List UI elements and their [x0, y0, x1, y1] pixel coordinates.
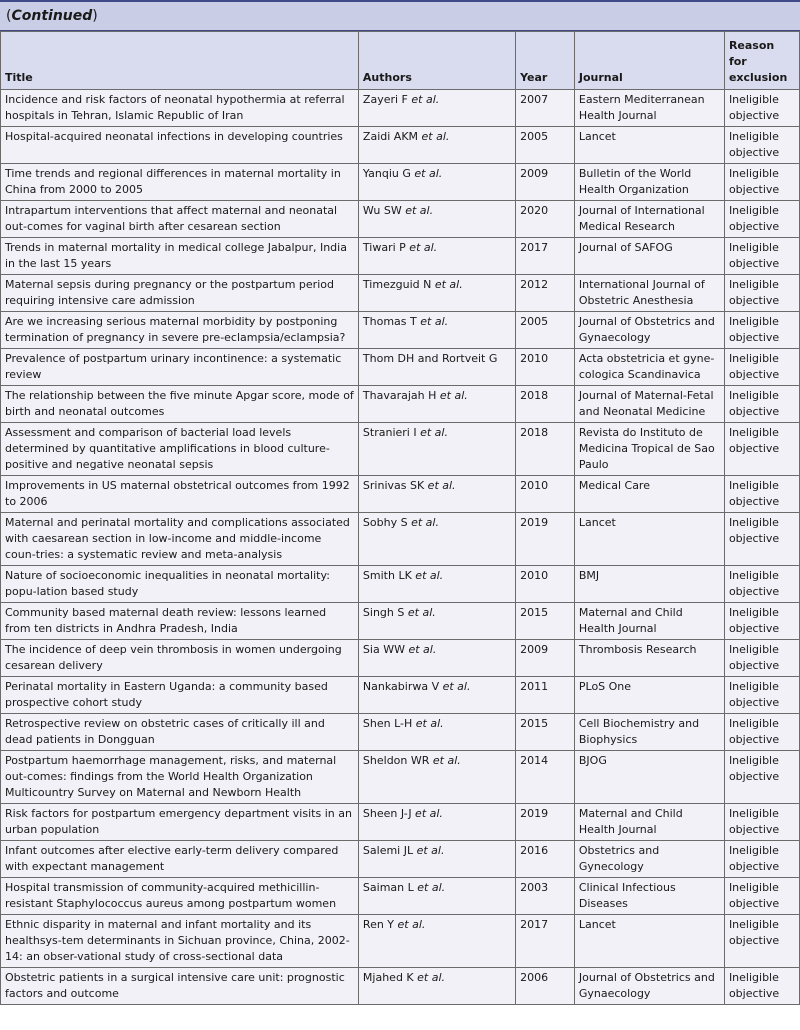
et-al: et al.: [411, 807, 443, 820]
row-year: 2003: [516, 878, 575, 915]
author-name: Mjahed K: [362, 971, 414, 984]
row-title: Hospital-acquired neonatal infections in developing countries: [1, 127, 359, 164]
row-title: Nature of socioeconomic inequalities in neonatal mortality: popu-lation based study: [1, 566, 359, 603]
table-row: [1, 566, 800, 603]
row-year: 2005: [516, 312, 575, 349]
row-reason: Ineligible objective: [724, 127, 799, 164]
row-journal: Revista do Instituto de Medicina Tropical de Sao Paulo: [574, 423, 724, 476]
row-authors: [358, 915, 515, 968]
row-year: 2010: [516, 476, 575, 513]
author-name: Thomas T: [362, 315, 417, 328]
row-title: The relationship between the five minute Apgar score, mode of birth and neonatal outcomes: [1, 386, 359, 423]
author-name: Wu SW: [362, 204, 402, 217]
table-row: [1, 714, 800, 751]
header-journal: Journal: [574, 32, 724, 90]
author-name: Sheldon WR: [362, 754, 430, 767]
row-journal: Journal of SAFOG: [574, 238, 724, 275]
et-al: et al.: [404, 606, 436, 619]
row-year: 2010: [516, 349, 575, 386]
row-title: Intrapartum interventions that affect maternal and neonatal out-comes for vaginal birth after cesarean section: [1, 201, 359, 238]
row-year: 2009: [516, 164, 575, 201]
row-reason: Ineligible objective: [724, 201, 799, 238]
row-journal: Journal of Obstetrics and Gynaecology: [574, 968, 724, 1005]
row-year: 2017: [516, 915, 575, 968]
banner-close-paren: ): [92, 8, 98, 24]
row-reason: Ineligible objective: [724, 878, 799, 915]
author-name: Nankabirwa V: [362, 680, 440, 693]
author-name: Singh S: [362, 606, 405, 619]
author-name: Shen L-H: [362, 717, 413, 730]
et-al: et al.: [413, 881, 446, 894]
et-al: et al.: [431, 278, 463, 291]
row-authors: [358, 804, 515, 841]
row-authors: [358, 90, 515, 127]
row-reason: Ineligible objective: [724, 714, 799, 751]
et-al: et al.: [416, 315, 449, 328]
author-name: Zayeri F: [362, 93, 408, 106]
row-title: Risk factors for postpartum emergency department visits in an urban population: [1, 804, 359, 841]
et-al: et al.: [394, 918, 426, 931]
row-year: 2009: [516, 640, 575, 677]
row-journal: BJOG: [574, 751, 724, 804]
table-row: [1, 386, 800, 423]
author-name: Thom DH and Rortveit G: [362, 352, 498, 365]
row-reason: Ineligible objective: [724, 915, 799, 968]
table-row: [1, 804, 800, 841]
table-row: [1, 238, 800, 275]
row-title: Perinatal mortality in Eastern Uganda: a community based prospective cohort study: [1, 677, 359, 714]
et-al: et al.: [411, 569, 444, 582]
table-row: [1, 312, 800, 349]
author-name: Yanqiu G: [362, 167, 411, 180]
et-al: et al.: [416, 426, 448, 439]
row-journal: Eastern Mediterranean Health Journal: [574, 90, 724, 127]
banner-open-paren: (: [6, 8, 12, 24]
row-title: Community based maternal death review: lessons learned from ten districts in Andhra Pradesh, India: [1, 603, 359, 640]
row-reason: Ineligible objective: [724, 804, 799, 841]
row-journal: Journal of Obstetrics and Gynaecology: [574, 312, 724, 349]
author-name: Thavarajah H: [362, 389, 437, 402]
row-authors: [358, 275, 515, 312]
row-journal: Maternal and Child Health Journal: [574, 804, 724, 841]
row-journal: BMJ: [574, 566, 724, 603]
row-year: 2017: [516, 238, 575, 275]
row-reason: Ineligible objective: [724, 513, 799, 566]
table-header-row: [1, 32, 800, 90]
author-name: Smith LK: [362, 569, 412, 582]
table-body: [1, 90, 800, 1005]
row-title: Incidence and risk factors of neonatal hypothermia at referral hospitals in Tehran, Islamic Republic of Iran: [1, 90, 359, 127]
row-year: 2016: [516, 841, 575, 878]
row-authors: [358, 513, 515, 566]
table-row: [1, 841, 800, 878]
row-year: 2019: [516, 804, 575, 841]
table-row: [1, 915, 800, 968]
table-row: [1, 349, 800, 386]
et-al: et al.: [424, 479, 456, 492]
et-al: et al.: [412, 717, 444, 730]
row-journal: International Journal of Obstetric Anesthesia: [574, 275, 724, 312]
author-name: Stranieri I: [362, 426, 417, 439]
row-title: Prevalence of postpartum urinary incontinence: a systematic review: [1, 349, 359, 386]
author-name: Saiman L: [362, 881, 414, 894]
row-title: The incidence of deep vein thrombosis in women undergoing cesarean delivery: [1, 640, 359, 677]
exclusion-table: [0, 31, 800, 1005]
et-al: et al.: [407, 516, 439, 529]
table-row: [1, 968, 800, 1005]
row-year: 2019: [516, 513, 575, 566]
header-year: Year: [516, 32, 575, 90]
row-reason: Ineligible objective: [724, 677, 799, 714]
table-row: [1, 127, 800, 164]
row-reason: Ineligible objective: [724, 423, 799, 476]
author-name: Sheen J-J: [362, 807, 412, 820]
row-reason: Ineligible objective: [724, 751, 799, 804]
row-title: Assessment and comparison of bacterial load levels determined by quantitative amplifications in blood culture-positive and negative neonatal sepsis: [1, 423, 359, 476]
row-year: 2012: [516, 275, 575, 312]
row-authors: [358, 640, 515, 677]
banner-label: Continued: [11, 8, 93, 24]
row-title: Maternal sepsis during pregnancy or the postpartum period requiring intensive care admission: [1, 275, 359, 312]
row-journal: Cell Biochemistry and Biophysics: [574, 714, 724, 751]
author-name: Sobhy S: [362, 516, 408, 529]
row-title: Are we increasing serious maternal morbidity by postponing termination of pregnancy in severe pre-eclampsia/eclampsia?: [1, 312, 359, 349]
row-reason: Ineligible objective: [724, 841, 799, 878]
row-authors: [358, 164, 515, 201]
author-name: Srinivas SK: [362, 479, 425, 492]
row-year: 2007: [516, 90, 575, 127]
row-authors: [358, 714, 515, 751]
row-year: 2006: [516, 968, 575, 1005]
table-row: [1, 476, 800, 513]
table-row: [1, 201, 800, 238]
row-title: Ethnic disparity in maternal and infant mortality and its healthsys-tem determinants in Sichuan province, China, 2002-14: an obser-vational study of cross-sectional data: [1, 915, 359, 968]
table-row: [1, 677, 800, 714]
author-name: Ren Y: [362, 918, 395, 931]
row-year: 2015: [516, 714, 575, 751]
et-al: et al.: [405, 241, 438, 254]
header-title: Title: [1, 32, 359, 90]
author-name: Salemi JL: [362, 844, 414, 857]
et-al: et al.: [413, 844, 445, 857]
et-al: et al.: [436, 389, 468, 402]
et-al: et al.: [439, 680, 471, 693]
header-reason: Reason for exclusion: [724, 32, 799, 90]
et-al: et al.: [429, 754, 461, 767]
row-reason: Ineligible objective: [724, 238, 799, 275]
row-journal: PLoS One: [574, 677, 724, 714]
row-journal: Acta obstetricia et gyne-cologica Scandinavica: [574, 349, 724, 386]
row-year: 2014: [516, 751, 575, 804]
row-authors: [358, 751, 515, 804]
row-authors: [358, 349, 515, 386]
author-name: Sia WW: [362, 643, 405, 656]
row-year: 2020: [516, 201, 575, 238]
row-journal: Clinical Infectious Diseases: [574, 878, 724, 915]
row-authors: [358, 878, 515, 915]
row-reason: Ineligible objective: [724, 349, 799, 386]
row-journal: Thrombosis Research: [574, 640, 724, 677]
row-reason: Ineligible objective: [724, 275, 799, 312]
header-authors: Authors: [358, 32, 515, 90]
et-al: et al.: [401, 204, 434, 217]
row-reason: Ineligible objective: [724, 164, 799, 201]
row-year: 2005: [516, 127, 575, 164]
row-reason: Ineligible objective: [724, 386, 799, 423]
row-title: Improvements in US maternal obstetrical outcomes from 1992 to 2006: [1, 476, 359, 513]
row-authors: [358, 386, 515, 423]
author-name: Timezguid N: [362, 278, 432, 291]
row-year: 2018: [516, 386, 575, 423]
table-row: [1, 878, 800, 915]
continued-banner: [0, 0, 800, 31]
row-reason: Ineligible objective: [724, 312, 799, 349]
row-reason: Ineligible objective: [724, 476, 799, 513]
row-title: Infant outcomes after elective early-term delivery compared with expectant management: [1, 841, 359, 878]
author-name: Tiwari P: [362, 241, 406, 254]
et-al: et al.: [418, 130, 450, 143]
row-title: Postpartum haemorrhage management, risks, and maternal out-comes: findings from the World Health Organization Multicountry Survey on Maternal and Newborn Health: [1, 751, 359, 804]
row-journal: Obstetrics and Gynecology: [574, 841, 724, 878]
row-journal: Journal of Maternal-Fetal and Neonatal Medicine: [574, 386, 724, 423]
row-reason: Ineligible objective: [724, 566, 799, 603]
row-authors: [358, 677, 515, 714]
table-row: [1, 513, 800, 566]
table-row: [1, 603, 800, 640]
row-reason: Ineligible objective: [724, 90, 799, 127]
table-row: [1, 423, 800, 476]
row-authors: [358, 603, 515, 640]
row-title: Retrospective review on obstetric cases of critically ill and dead patients in Dongguan: [1, 714, 359, 751]
row-year: 2018: [516, 423, 575, 476]
table-row: [1, 751, 800, 804]
row-journal: Maternal and Child Health Journal: [574, 603, 724, 640]
row-authors: [358, 312, 515, 349]
row-authors: [358, 476, 515, 513]
row-journal: Bulletin of the World Health Organization: [574, 164, 724, 201]
row-authors: [358, 841, 515, 878]
table-row: [1, 90, 800, 127]
row-journal: Lancet: [574, 915, 724, 968]
row-journal: Lancet: [574, 513, 724, 566]
row-journal: Lancet: [574, 127, 724, 164]
row-journal: Journal of International Medical Research: [574, 201, 724, 238]
row-journal: Medical Care: [574, 476, 724, 513]
row-authors: [358, 423, 515, 476]
row-title: Obstetric patients in a surgical intensive care unit: prognostic factors and outcome: [1, 968, 359, 1005]
row-authors: [358, 968, 515, 1005]
row-authors: [358, 127, 515, 164]
row-reason: Ineligible objective: [724, 603, 799, 640]
author-name: Zaidi AKM: [362, 130, 419, 143]
row-authors: [358, 238, 515, 275]
row-title: Trends in maternal mortality in medical college Jabalpur, India in the last 15 years: [1, 238, 359, 275]
table-row: [1, 640, 800, 677]
row-year: 2010: [516, 566, 575, 603]
row-title: Time trends and regional differences in maternal mortality in China from 2000 to 2005: [1, 164, 359, 201]
row-year: 2011: [516, 677, 575, 714]
et-al: et al.: [407, 93, 440, 106]
et-al: et al.: [413, 971, 446, 984]
row-year: 2015: [516, 603, 575, 640]
et-al: et al.: [410, 167, 443, 180]
row-title: Hospital transmission of community-acquired methicillin-resistant Staphylococcus aureus among postpartum women: [1, 878, 359, 915]
et-al: et al.: [404, 643, 437, 656]
row-authors: [358, 201, 515, 238]
row-reason: Ineligible objective: [724, 640, 799, 677]
row-reason: Ineligible objective: [724, 968, 799, 1005]
row-authors: [358, 566, 515, 603]
row-title: Maternal and perinatal mortality and complications associated with caesarean section in low-income and middle-income coun-tries: a systematic review and meta-analysis: [1, 513, 359, 566]
table-row: [1, 164, 800, 201]
table-row: [1, 275, 800, 312]
